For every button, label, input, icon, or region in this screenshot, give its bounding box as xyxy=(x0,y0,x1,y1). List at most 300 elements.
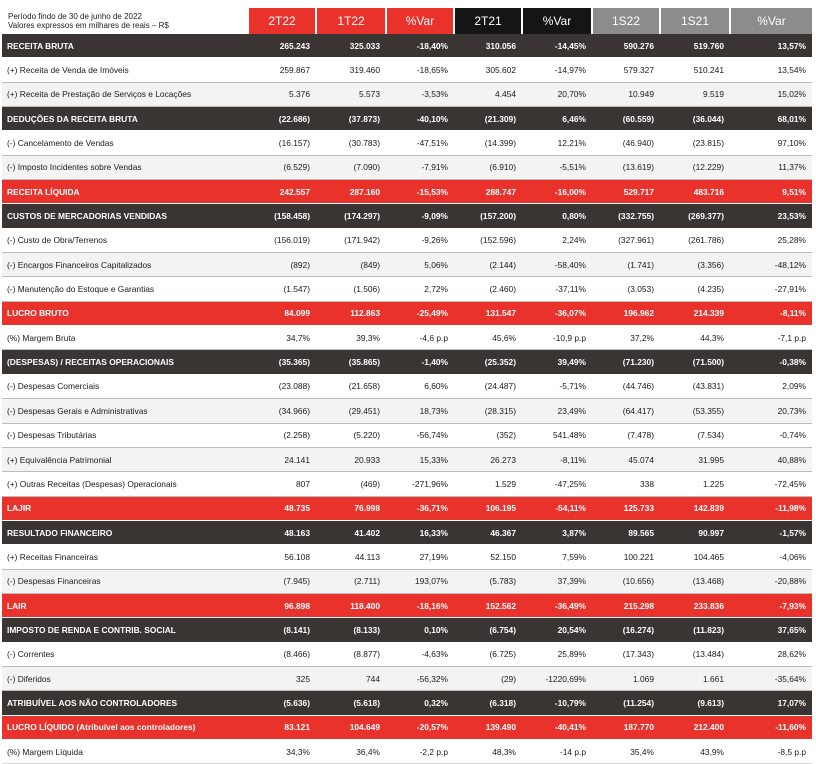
cell-2t22-0: 96.898 xyxy=(248,593,316,617)
cell-var-4: -58,40% xyxy=(522,253,592,277)
cell-2t22-0: (6.529) xyxy=(248,155,316,179)
cell-var-2: -18,40% xyxy=(386,34,454,58)
row-label: LUCRO BRUTO xyxy=(2,301,248,325)
cell-1t22-1: 5.573 xyxy=(316,82,386,106)
cell-var-4: -54,11% xyxy=(522,496,592,520)
cell-1t22-1: 104.649 xyxy=(316,715,386,739)
cell-1s21-6: (23.815) xyxy=(660,131,730,155)
row-label: DEDUÇÕES DA RECEITA BRUTA xyxy=(2,107,248,131)
cell-var-7: 13,54% xyxy=(730,58,812,82)
cell-var-4: -14,45% xyxy=(522,34,592,58)
cell-2t22-0: 34,3% xyxy=(248,739,316,763)
cell-1t22-1: (30.783) xyxy=(316,131,386,155)
cell-1s22-5: 187.770 xyxy=(592,715,660,739)
cell-2t21-3: 288.747 xyxy=(454,180,522,204)
cell-var-2: -15,53% xyxy=(386,180,454,204)
cell-2t21-3: (5.783) xyxy=(454,569,522,593)
cell-1t22-1: 112.863 xyxy=(316,301,386,325)
table-row xyxy=(2,155,812,179)
cell-1t22-1: (21.658) xyxy=(316,374,386,398)
cell-2t22-0: 48.163 xyxy=(248,520,316,544)
cell-2t21-3: 305.602 xyxy=(454,58,522,82)
period-note: Período findo de 30 de junho de 2022 xyxy=(8,12,142,21)
cell-2t22-0: 48.735 xyxy=(248,496,316,520)
cell-var-2: -2,2 p.p xyxy=(386,739,454,763)
cell-var-2: 6,60% xyxy=(386,374,454,398)
cell-var-7: 40,88% xyxy=(730,447,812,471)
cell-var-7: -35,64% xyxy=(730,666,812,690)
cell-1s22-5: 1.069 xyxy=(592,666,660,690)
cell-1s21-6: (43.831) xyxy=(660,374,730,398)
cell-var-4: -47,25% xyxy=(522,472,592,496)
cell-1s22-5: (10.656) xyxy=(592,569,660,593)
cell-var-7: 17,07% xyxy=(730,691,812,715)
cell-1s21-6: (261.786) xyxy=(660,228,730,252)
cell-2t22-0: 259.867 xyxy=(248,58,316,82)
cell-2t22-0: 83.121 xyxy=(248,715,316,739)
cell-1s21-6: (3.356) xyxy=(660,253,730,277)
row-label: (-) Despesas Comerciais xyxy=(2,374,248,398)
cell-var-4: 23,49% xyxy=(522,399,592,423)
cell-var-2: 15,33% xyxy=(386,447,454,471)
table-row xyxy=(2,326,812,350)
cell-2t21-3: (29) xyxy=(454,666,522,690)
cell-2t21-3: (14.399) xyxy=(454,131,522,155)
cell-1s21-6: 510.241 xyxy=(660,58,730,82)
cell-1t22-1: 319.460 xyxy=(316,58,386,82)
cell-var-4: 0,80% xyxy=(522,204,592,228)
cell-var-2: -9,09% xyxy=(386,204,454,228)
row-label: RESULTADO FINANCEIRO xyxy=(2,520,248,544)
cell-var-4: 6,46% xyxy=(522,107,592,131)
units-note: Valores expressos em milhares de reais – R$ xyxy=(8,21,169,30)
cell-2t21-3: (352) xyxy=(454,423,522,447)
cell-1t22-1: (5.220) xyxy=(316,423,386,447)
cell-var-7: -72,45% xyxy=(730,472,812,496)
cell-1t22-1: (8.877) xyxy=(316,642,386,666)
cell-1s21-6: (9.613) xyxy=(660,691,730,715)
cell-var-7: 37,65% xyxy=(730,618,812,642)
cell-1s22-5: (60.559) xyxy=(592,107,660,131)
table-row xyxy=(2,423,812,447)
cell-1t22-1: 44.113 xyxy=(316,545,386,569)
column-header-var-4: %Var xyxy=(522,8,592,34)
cell-1s22-5: (327.961) xyxy=(592,228,660,252)
cell-var-2: 2,72% xyxy=(386,277,454,301)
column-header-row xyxy=(2,8,812,34)
cell-var-4: -10,79% xyxy=(522,691,592,715)
cell-var-7: 23,53% xyxy=(730,204,812,228)
cell-1s21-6: 519.760 xyxy=(660,34,730,58)
cell-2t21-3: 131.547 xyxy=(454,301,522,325)
column-header-var-2: %Var xyxy=(386,8,454,34)
cell-2t21-3: (28.315) xyxy=(454,399,522,423)
cell-1s22-5: 125.733 xyxy=(592,496,660,520)
cell-1t22-1: (8.133) xyxy=(316,618,386,642)
cell-2t21-3: 152.562 xyxy=(454,593,522,617)
section-row xyxy=(2,691,812,715)
cell-2t21-3: (21.309) xyxy=(454,107,522,131)
cell-1s22-5: (16.274) xyxy=(592,618,660,642)
cell-var-2: 0,32% xyxy=(386,691,454,715)
cell-1s21-6: (7.534) xyxy=(660,423,730,447)
row-label: (-) Custo de Obra/Terrenos xyxy=(2,228,248,252)
cell-1s22-5: 529.717 xyxy=(592,180,660,204)
cell-1s21-6: (13.484) xyxy=(660,642,730,666)
cell-var-4: -14,97% xyxy=(522,58,592,82)
row-label: IMPOSTO DE RENDA E CONTRIB. SOCIAL xyxy=(2,618,248,642)
cell-2t21-3: 106.195 xyxy=(454,496,522,520)
income-table xyxy=(2,8,812,764)
cell-var-4: 2,24% xyxy=(522,228,592,252)
cell-1s21-6: 90.997 xyxy=(660,520,730,544)
cell-var-2: 193,07% xyxy=(386,569,454,593)
cell-2t22-0: 24.141 xyxy=(248,447,316,471)
cell-2t21-3: (152.596) xyxy=(454,228,522,252)
cell-var-4: -1220,69% xyxy=(522,666,592,690)
cell-var-2: -56,32% xyxy=(386,666,454,690)
cell-2t21-3: 48,3% xyxy=(454,739,522,763)
cell-1s22-5: 35,4% xyxy=(592,739,660,763)
cell-1s21-6: 31.995 xyxy=(660,447,730,471)
table-row xyxy=(2,399,812,423)
table-row xyxy=(2,739,812,763)
cell-1s22-5: (64.417) xyxy=(592,399,660,423)
row-label: (-) Despesas Tributárias xyxy=(2,423,248,447)
cell-2t22-0: (8.141) xyxy=(248,618,316,642)
cell-var-4: -8,11% xyxy=(522,447,592,471)
cell-var-7: 2,09% xyxy=(730,374,812,398)
cell-2t21-3: 310.056 xyxy=(454,34,522,58)
cell-1s22-5: 338 xyxy=(592,472,660,496)
cell-var-4: 39,49% xyxy=(522,350,592,374)
column-header-1s22-5: 1S22 xyxy=(592,8,660,34)
row-label: (+) Receita de Venda de Imóveis xyxy=(2,58,248,82)
cell-var-4: -37,11% xyxy=(522,277,592,301)
cell-2t21-3: (6.318) xyxy=(454,691,522,715)
cell-1s22-5: (332.755) xyxy=(592,204,660,228)
cell-var-7: -11,98% xyxy=(730,496,812,520)
section-row xyxy=(2,107,812,131)
table-row xyxy=(2,82,812,106)
cell-2t21-3: 46.367 xyxy=(454,520,522,544)
header-spacer xyxy=(2,8,248,34)
cell-1s22-5: 89.565 xyxy=(592,520,660,544)
highlight-row xyxy=(2,180,812,204)
cell-1t22-1: (1.506) xyxy=(316,277,386,301)
cell-1s22-5: (71.230) xyxy=(592,350,660,374)
table-row xyxy=(2,472,812,496)
cell-2t21-3: 45,6% xyxy=(454,326,522,350)
cell-1t22-1: 41.402 xyxy=(316,520,386,544)
cell-var-2: 18,73% xyxy=(386,399,454,423)
cell-2t22-0: 265.243 xyxy=(248,34,316,58)
cell-1s22-5: (3.053) xyxy=(592,277,660,301)
cell-1s22-5: (7.478) xyxy=(592,423,660,447)
cell-var-7: -7,1 p.p xyxy=(730,326,812,350)
cell-var-4: 20,54% xyxy=(522,618,592,642)
cell-2t21-3: 26.273 xyxy=(454,447,522,471)
cell-2t22-0: (7.945) xyxy=(248,569,316,593)
section-row xyxy=(2,350,812,374)
table-row xyxy=(2,447,812,471)
cell-1s21-6: (269.377) xyxy=(660,204,730,228)
cell-1s21-6: 44,3% xyxy=(660,326,730,350)
cell-1t22-1: (849) xyxy=(316,253,386,277)
cell-2t22-0: 5.376 xyxy=(248,82,316,106)
cell-1t22-1: (35.865) xyxy=(316,350,386,374)
cell-1t22-1: 36,4% xyxy=(316,739,386,763)
row-label: (-) Despesas Gerais e Administrativas xyxy=(2,399,248,423)
cell-1t22-1: 744 xyxy=(316,666,386,690)
cell-1s22-5: 215.298 xyxy=(592,593,660,617)
cell-var-4: -5,51% xyxy=(522,155,592,179)
cell-var-4: 7,59% xyxy=(522,545,592,569)
cell-2t22-0: (156.019) xyxy=(248,228,316,252)
section-row xyxy=(2,520,812,544)
table-row xyxy=(2,277,812,301)
section-row xyxy=(2,34,812,58)
cell-var-2: -4,63% xyxy=(386,642,454,666)
cell-var-2: -40,10% xyxy=(386,107,454,131)
cell-var-7: 97,10% xyxy=(730,131,812,155)
table-row xyxy=(2,58,812,82)
cell-var-2: -56,74% xyxy=(386,423,454,447)
cell-2t22-0: (2.258) xyxy=(248,423,316,447)
row-label: (-) Manutenção do Estoque e Garantias xyxy=(2,277,248,301)
cell-1t22-1: (171.942) xyxy=(316,228,386,252)
cell-2t22-0: 84.099 xyxy=(248,301,316,325)
row-label: (-) Cancelamento de Vendas xyxy=(2,131,248,155)
cell-1t22-1: 20.933 xyxy=(316,447,386,471)
cell-1s21-6: 142.839 xyxy=(660,496,730,520)
cell-2t21-3: 4.454 xyxy=(454,82,522,106)
row-label: (+) Outras Receitas (Despesas) Operacionais xyxy=(2,472,248,496)
cell-var-7: 15,02% xyxy=(730,82,812,106)
cell-1s21-6: 483.716 xyxy=(660,180,730,204)
cell-2t22-0: (158.458) xyxy=(248,204,316,228)
cell-2t21-3: (157.200) xyxy=(454,204,522,228)
row-label: (-) Despesas Financeiras xyxy=(2,569,248,593)
cell-2t22-0: (1.547) xyxy=(248,277,316,301)
section-row xyxy=(2,618,812,642)
cell-1t22-1: (2.711) xyxy=(316,569,386,593)
row-label: RECEITA LÍQUIDA xyxy=(2,180,248,204)
cell-2t21-3: 1.529 xyxy=(454,472,522,496)
cell-1s22-5: 590.276 xyxy=(592,34,660,58)
row-label: (+) Equivalência Patrimonial xyxy=(2,447,248,471)
cell-1s21-6: 9.519 xyxy=(660,82,730,106)
cell-var-2: -47,51% xyxy=(386,131,454,155)
cell-1t22-1: 325.033 xyxy=(316,34,386,58)
cell-1s22-5: 196.962 xyxy=(592,301,660,325)
cell-var-4: 541,48% xyxy=(522,423,592,447)
cell-var-2: 27,19% xyxy=(386,545,454,569)
cell-1s22-5: 100.221 xyxy=(592,545,660,569)
cell-1s21-6: 1.225 xyxy=(660,472,730,496)
cell-1s21-6: 104.465 xyxy=(660,545,730,569)
cell-2t22-0: 242.557 xyxy=(248,180,316,204)
row-label: LAJIR xyxy=(2,496,248,520)
cell-1s21-6: (4.235) xyxy=(660,277,730,301)
cell-2t21-3: (6.910) xyxy=(454,155,522,179)
cell-2t21-3: (2.460) xyxy=(454,277,522,301)
column-header-1t22-1: 1T22 xyxy=(316,8,386,34)
cell-2t22-0: 56.108 xyxy=(248,545,316,569)
cell-2t21-3: (24.487) xyxy=(454,374,522,398)
cell-var-4: 12,21% xyxy=(522,131,592,155)
cell-1s21-6: (11.823) xyxy=(660,618,730,642)
cell-1s22-5: (17.343) xyxy=(592,642,660,666)
cell-var-7: 13,57% xyxy=(730,34,812,58)
cell-1t22-1: (469) xyxy=(316,472,386,496)
cell-1s21-6: 1.661 xyxy=(660,666,730,690)
row-label: (-) Imposto Incidentes sobre Vendas xyxy=(2,155,248,179)
row-label: (-) Correntes xyxy=(2,642,248,666)
cell-var-2: 5,06% xyxy=(386,253,454,277)
cell-1t22-1: (37.873) xyxy=(316,107,386,131)
cell-2t21-3: (6.725) xyxy=(454,642,522,666)
row-label: (-) Encargos Financeiros Capitalizados xyxy=(2,253,248,277)
row-label: LAIR xyxy=(2,593,248,617)
cell-var-4: -16,00% xyxy=(522,180,592,204)
cell-1t22-1: 118.400 xyxy=(316,593,386,617)
cell-var-2: -7,91% xyxy=(386,155,454,179)
cell-var-2: -9,26% xyxy=(386,228,454,252)
cell-1t22-1: (29.451) xyxy=(316,399,386,423)
cell-var-4: 37,39% xyxy=(522,569,592,593)
cell-var-2: -1,40% xyxy=(386,350,454,374)
cell-1s21-6: (53.355) xyxy=(660,399,730,423)
cell-1s22-5: (1.741) xyxy=(592,253,660,277)
cell-var-4: -14 p.p xyxy=(522,739,592,763)
cell-1t22-1: 39,3% xyxy=(316,326,386,350)
cell-var-2: -3,53% xyxy=(386,82,454,106)
cell-var-7: 68,01% xyxy=(730,107,812,131)
cell-var-7: -0,74% xyxy=(730,423,812,447)
cell-1s22-5: (13.619) xyxy=(592,155,660,179)
cell-1s21-6: (71.500) xyxy=(660,350,730,374)
row-label: CUSTOS DE MERCADORIAS VENDIDAS xyxy=(2,204,248,228)
cell-var-7: -11,60% xyxy=(730,715,812,739)
cell-2t22-0: (892) xyxy=(248,253,316,277)
cell-2t21-3: 52.150 xyxy=(454,545,522,569)
cell-2t21-3: (25.352) xyxy=(454,350,522,374)
table-row xyxy=(2,253,812,277)
row-label: (DESPESAS) / RECEITAS OPERACIONAIS xyxy=(2,350,248,374)
cell-2t22-0: 325 xyxy=(248,666,316,690)
cell-var-2: 0,10% xyxy=(386,618,454,642)
cell-var-7: -20,88% xyxy=(730,569,812,593)
cell-2t22-0: (5.636) xyxy=(248,691,316,715)
column-header-var-7: %Var xyxy=(730,8,812,34)
cell-1t22-1: (174.297) xyxy=(316,204,386,228)
cell-1t22-1: 76.998 xyxy=(316,496,386,520)
cell-1t22-1: 287.160 xyxy=(316,180,386,204)
cell-var-2: -25,49% xyxy=(386,301,454,325)
table-row xyxy=(2,666,812,690)
row-label: LUCRO LÍQUIDO (Atribuível aos controladores) xyxy=(2,715,248,739)
column-header-1s21-6: 1S21 xyxy=(660,8,730,34)
cell-var-7: 11,37% xyxy=(730,155,812,179)
cell-2t22-0: 34,7% xyxy=(248,326,316,350)
section-row xyxy=(2,204,812,228)
cell-var-4: -5,71% xyxy=(522,374,592,398)
cell-var-7: 20,73% xyxy=(730,399,812,423)
cell-1s22-5: (11.254) xyxy=(592,691,660,715)
column-header-2t22-0: 2T22 xyxy=(248,8,316,34)
cell-var-4: -10,9 p.p xyxy=(522,326,592,350)
cell-var-7: -8,5 p.p xyxy=(730,739,812,763)
cell-var-7: -7,93% xyxy=(730,593,812,617)
cell-var-2: -4,6 p.p xyxy=(386,326,454,350)
cell-var-7: -27,91% xyxy=(730,277,812,301)
cell-var-4: -36,07% xyxy=(522,301,592,325)
highlight-row xyxy=(2,593,812,617)
row-label: (-) Diferidos xyxy=(2,666,248,690)
cell-var-4: 25,89% xyxy=(522,642,592,666)
cell-2t22-0: (22.686) xyxy=(248,107,316,131)
cell-1s21-6: (36.044) xyxy=(660,107,730,131)
cell-1s22-5: (44.746) xyxy=(592,374,660,398)
cell-var-2: -271,96% xyxy=(386,472,454,496)
cell-var-2: -18,65% xyxy=(386,58,454,82)
row-label: (%) Margem Bruta xyxy=(2,326,248,350)
cell-1s22-5: 579.327 xyxy=(592,58,660,82)
cell-1s22-5: 10.949 xyxy=(592,82,660,106)
cell-var-7: -48,12% xyxy=(730,253,812,277)
cell-1s21-6: (13.468) xyxy=(660,569,730,593)
highlight-row xyxy=(2,715,812,739)
cell-2t22-0: (16.157) xyxy=(248,131,316,155)
table-row xyxy=(2,569,812,593)
cell-2t21-3: (6.754) xyxy=(454,618,522,642)
row-label: (%) Margem Líquida xyxy=(2,739,248,763)
table-row xyxy=(2,374,812,398)
cell-var-2: -36,71% xyxy=(386,496,454,520)
cell-var-7: 9,51% xyxy=(730,180,812,204)
cell-var-7: -8,11% xyxy=(730,301,812,325)
cell-1s22-5: 45.074 xyxy=(592,447,660,471)
cell-var-7: -0,38% xyxy=(730,350,812,374)
cell-1s21-6: (12.229) xyxy=(660,155,730,179)
cell-var-2: -18,16% xyxy=(386,593,454,617)
row-label: RECEITA BRUTA xyxy=(2,34,248,58)
cell-1s22-5: 37,2% xyxy=(592,326,660,350)
table-row xyxy=(2,228,812,252)
highlight-row xyxy=(2,301,812,325)
row-label: ATRIBUÍVEL AOS NÃO CONTROLADORES xyxy=(2,691,248,715)
table-row xyxy=(2,545,812,569)
row-label: (+) Receita de Prestação de Serviços e Locações xyxy=(2,82,248,106)
cell-var-2: -20,57% xyxy=(386,715,454,739)
cell-2t21-3: 139.490 xyxy=(454,715,522,739)
column-header-2t21-3: 2T21 xyxy=(454,8,522,34)
table-row xyxy=(2,131,812,155)
cell-var-4: 3,87% xyxy=(522,520,592,544)
row-label: (+) Receitas Financeiras xyxy=(2,545,248,569)
cell-var-4: 20,70% xyxy=(522,82,592,106)
cell-var-7: -1,57% xyxy=(730,520,812,544)
table-row xyxy=(2,642,812,666)
cell-2t21-3: (2.144) xyxy=(454,253,522,277)
cell-var-7: -4,06% xyxy=(730,545,812,569)
cell-2t22-0: (23.088) xyxy=(248,374,316,398)
cell-var-7: 28,62% xyxy=(730,642,812,666)
cell-var-2: 16,33% xyxy=(386,520,454,544)
cell-var-4: -36,49% xyxy=(522,593,592,617)
highlight-row xyxy=(2,496,812,520)
